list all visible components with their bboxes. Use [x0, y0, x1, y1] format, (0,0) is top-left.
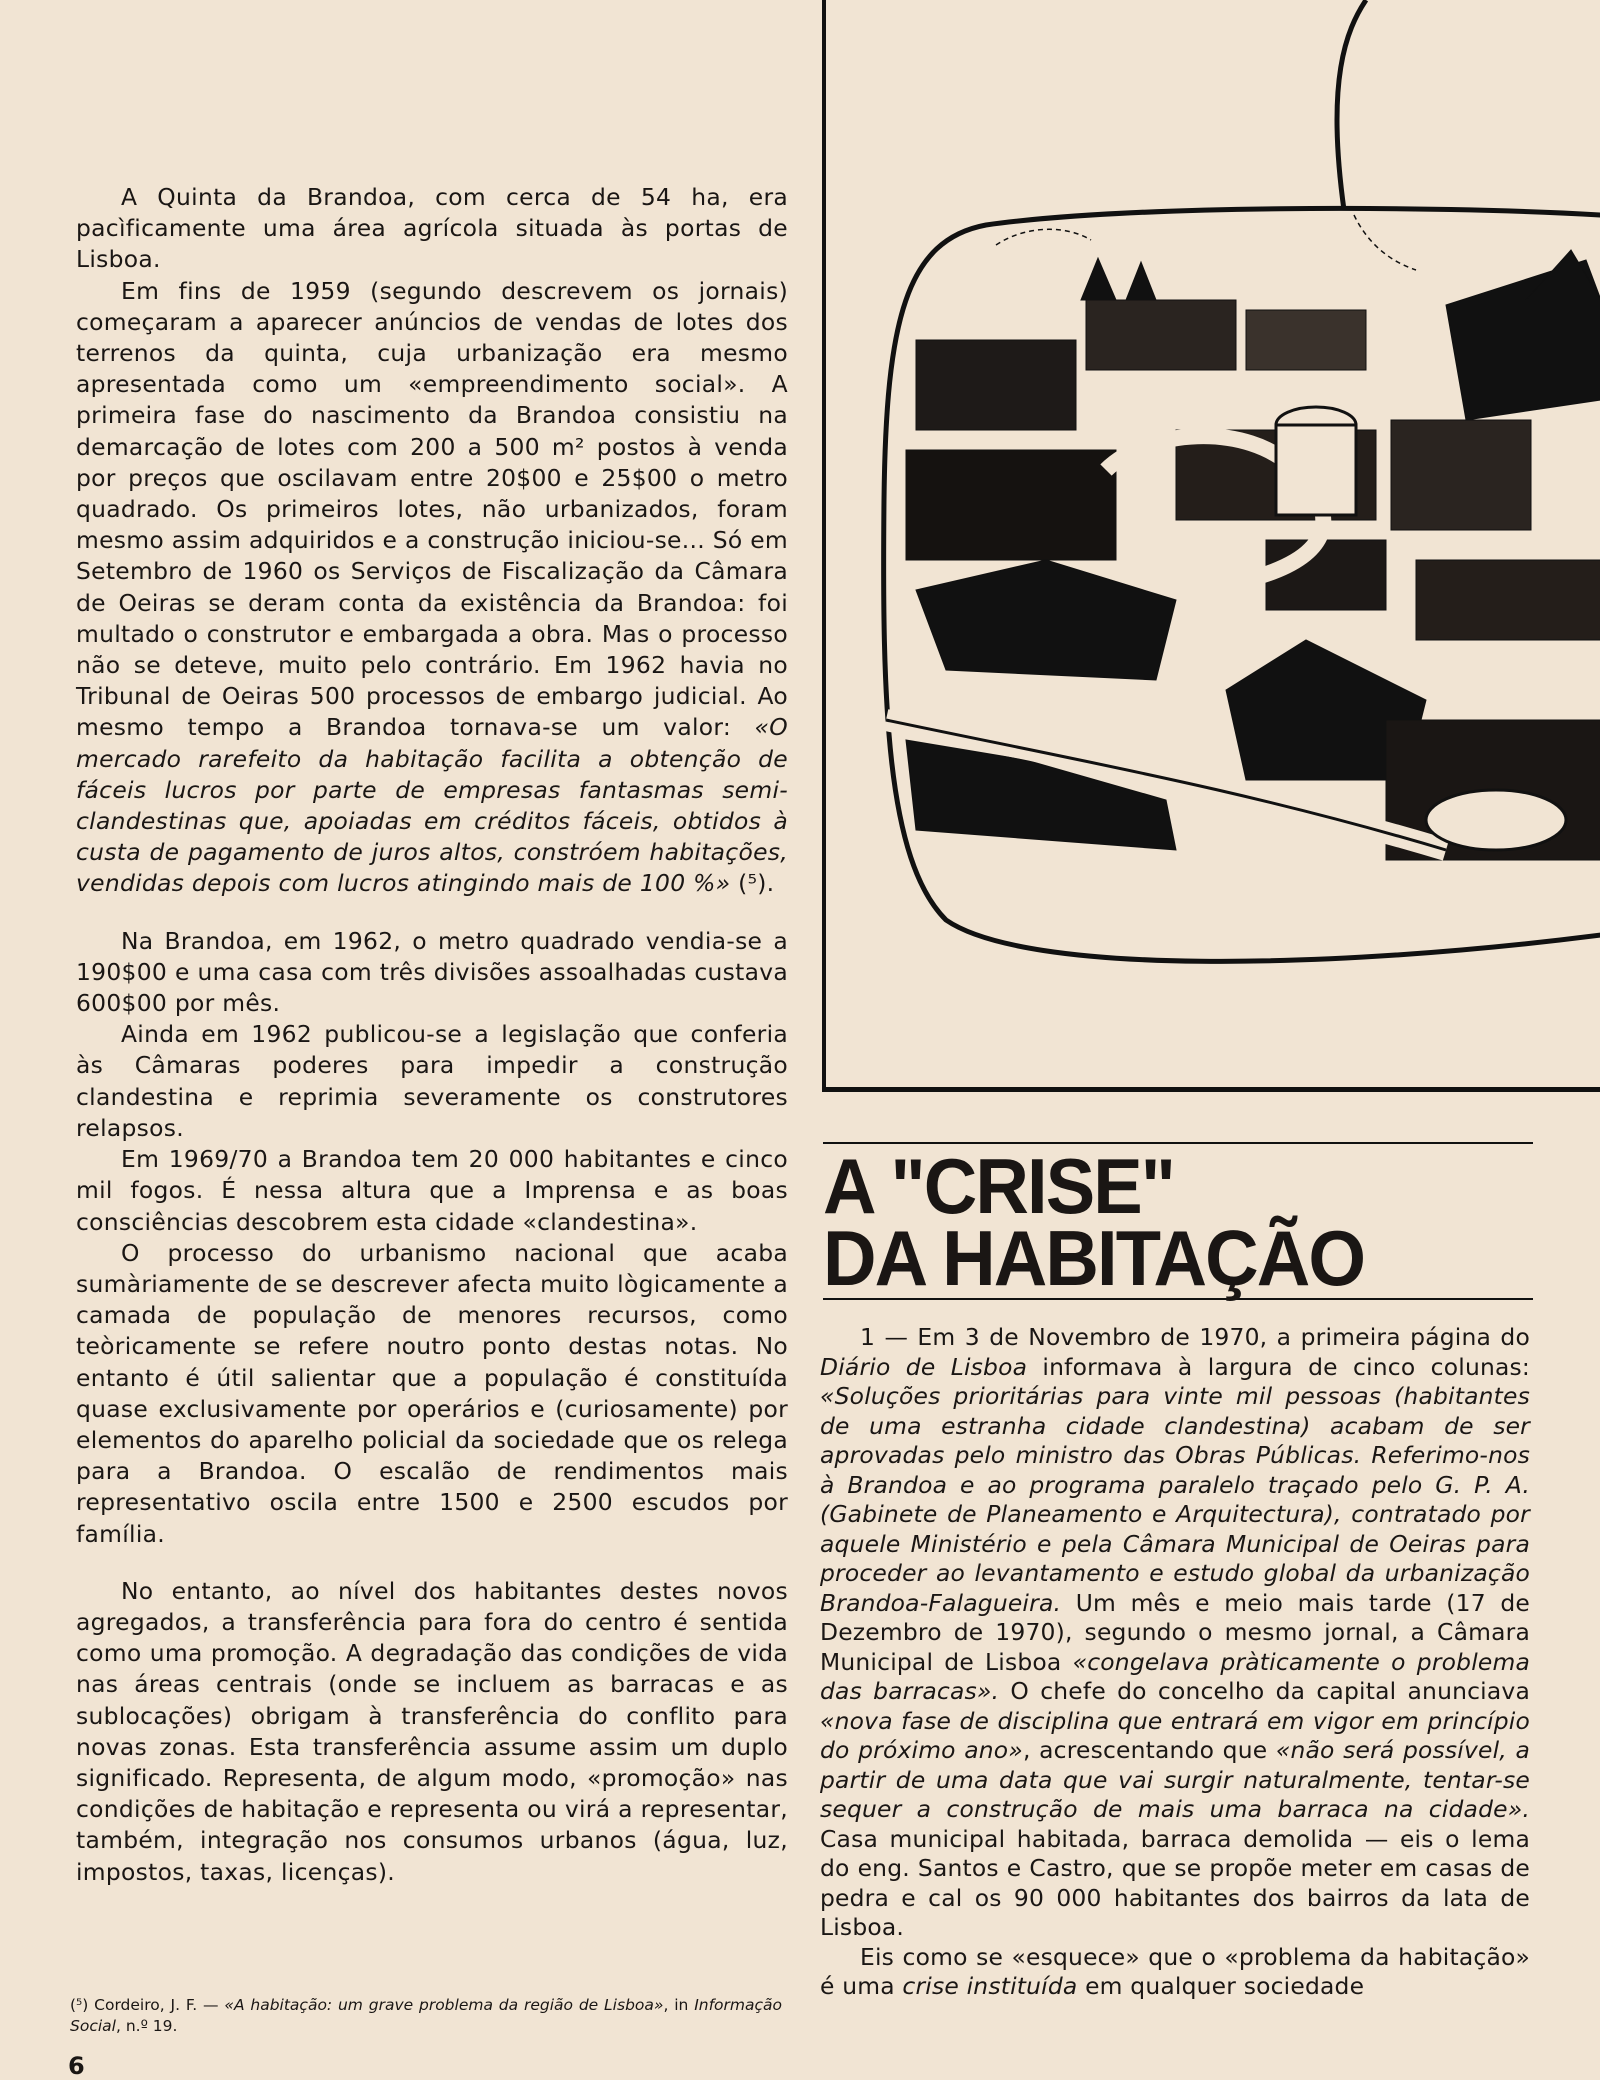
paragraph: A Quinta da Brandoa, com cerca de 54 ha, era pacìficamente uma área agrícola situada às portas de Lisboa.: [76, 183, 788, 274]
footnote-marker: (⁵): [70, 1996, 89, 2014]
emphasis: crise instituída: [902, 1972, 1078, 2000]
right-column: [820, 1323, 1530, 2002]
left-column: [76, 182, 788, 1888]
footnote-author: Cordeiro, J. F. —: [88, 1996, 225, 2014]
paragraph: Na Brandoa, em 1962, o metro quadrado vendia-se a 190$00 e uma casa com três divisões assoalhadas custava 600$00 por mês.: [76, 926, 788, 1018]
paragraph-text: O chefe do concelho da capital anunciava: [999, 1677, 1530, 1705]
paragraph: O processo do urbanismo nacional que acaba sumàriamente de se descrever afecta muito lògicamente a camada de população de menores recursos, como teòricamente se refere noutro ponto destas notas. No entanto é útil salientar que a população é constituída quase exclusivamente por operários e (curiosamente) por elementos do aparelho policial da sociedade que os relega para a Brandoa. O escalão de rendimentos mais representativo oscila entre 1500 e 2500 escudos por família.: [76, 1238, 788, 1548]
footnote-source: Informação Social: [70, 1996, 783, 2035]
quote: «nova fase de disciplina que entrará em vigor em princípio do próximo ano»: [820, 1706, 1530, 1764]
footnote: [70, 1995, 782, 2037]
newspaper-title: Diário de Lisboa: [820, 1352, 1028, 1381]
paragraph: No entanto, ao nível dos habitantes destes novos agregados, a transferência para fora do centro é sentida como uma promoção. A degradação das condições de vida nas áreas centrais (onde se incluem as barracas e as sublocações) obrigam à transferência do conflito para novas zonas. Esta transferência assume assim um duplo significado. Representa, de algum modo, «promoção» nas condições de habitação e representa ou virá a representar, também, integração nos consumos urbanos (água, luz, impostos, taxas, licenças).: [76, 1576, 788, 1886]
quote: «O mercado rarefeito da habitação facilita a obtenção de fáceis lucros por parte de empresas fantasmas semi-clandestinas que, apoiadas em créditos fáceis, obtidos à custa de pagamento de juros altos, constróem habitações, vendidas depois com lucros atingindo mais de 100 %»: [76, 713, 788, 898]
headline-line2: DA HABITAÇÃO: [823, 1214, 1365, 1302]
paragraph-text: em qualquer sociedade: [1077, 1972, 1365, 2000]
paragraph-text: Eis como se «esquece» que o «problema da habitação» é uma: [820, 1942, 1530, 2000]
paragraph-text: 1 — Em 3 de Novembro de 1970, a primeira página do: [860, 1323, 1530, 1351]
quote: «congelava pràticamente o problema das barracas».: [820, 1647, 1531, 1705]
city-illustration: [826, 0, 1600, 1090]
paragraph-text: Casa municipal habitada, barraca demolida — eis o lema do eng. Santos e Castro, que se propõe meter em casas de pedra e cal os 90 000 habitantes dos bairros da lata de Lisboa.: [820, 1824, 1530, 1941]
paragraph: Ainda em 1962 publicou-se a legislação que conferia às Câmaras poderes para impedir a construção clandestina e reprimia severamente os construtores relapsos.: [76, 1020, 788, 1142]
paragraph-text: informava à largura de cinco colunas:: [1027, 1352, 1530, 1381]
paragraph-text: Um mês e meio mais tarde (17 de Dezembro de 1970), segundo o mesmo jornal, a Câmara Municipal de Lisboa: [820, 1588, 1530, 1676]
footnote-text: , n.º 19.: [115, 2017, 178, 2035]
footnote-text: , in: [663, 1996, 695, 2014]
page-number: 6: [68, 2052, 85, 2080]
paragraph-text: , acrescentando que: [1022, 1736, 1276, 1764]
quote: «não será possível, a partir de uma data que vai surgir naturalmente, tentar-se sequer a construção de mais uma barraca na cidade».: [820, 1736, 1530, 1823]
headline: [823, 1142, 1533, 1300]
paragraph: [820, 1943, 1530, 2002]
footnote-ref: (⁵).: [730, 869, 775, 898]
footnote-title: «A habitação: um grave problema da região de Lisboa»: [224, 1996, 664, 2014]
paragraph: [820, 1323, 1530, 1943]
paragraph: Em 1969/70 a Brandoa tem 20 000 habitantes e cinco mil fogos. É nessa altura que a Imprensa e as boas consciências descobrem esta cidade «clandestina».: [76, 1145, 788, 1236]
quote: «Soluções prioritárias para vinte mil pessoas (habitantes de uma estranha cidade clandestina) acabam de ser aprovadas pelo ministro das Obras Públicas. Referimo-nos à Brandoa e ao programa paralelo traçado pelo G. P. A. (Gabinete de Planeamento e Arquitectura), contratado por aquele Ministério e pela Câmara Municipal de Oeiras para proceder ao levantamento e estudo global da urbanização Brandoa-Falagueira.: [820, 1382, 1530, 1617]
paragraph-text: Em fins de 1959 (segundo descrevem os jornais) começaram a aparecer anúncios de vendas de lotes dos terrenos da quinta, cuja urbanização era mesmo apresentada como um «empreendimento social». A primeira fase do nascimento da Brandoa consistiu na demarcação de lotes com 200 a 500 m² postos à venda por preços que oscilavam entre 20$00 e 25$00 o metro quadrado. Os primeiros lotes, não urbanizados, foram mesmo assim adquiridos e a construção iniciou-se... Só em Setembro de 1960 os Serviços de Fiscalização da Câmara de Oeiras se deram conta da existência da Brandoa: foi multado o construtor e embargada a obra. Mas o processo não se deteve, muito pelo contrário. Em 1962 havia no Tribunal de Oeiras 500 processos de embargo judicial. Ao mesmo tempo a Brandoa tornava-se um valor:: [76, 276, 788, 742]
paragraph: [76, 276, 788, 900]
headline-line1: A "CRISE": [823, 1142, 1174, 1230]
